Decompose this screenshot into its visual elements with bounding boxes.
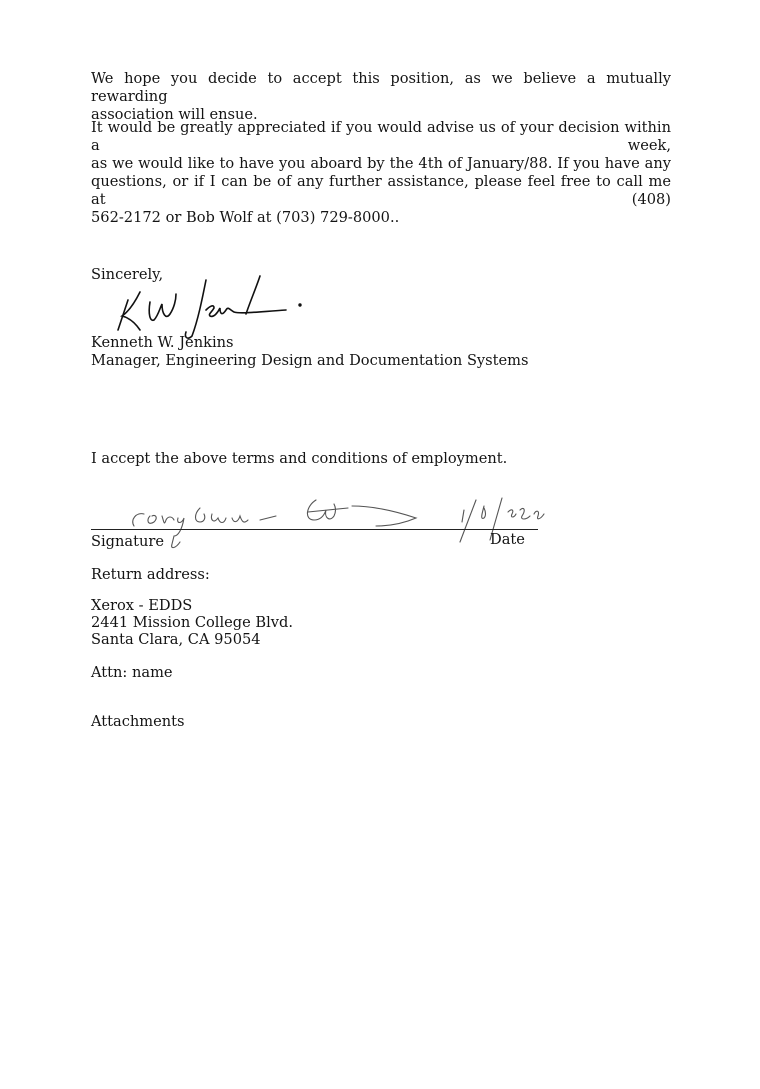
- date-label: Date: [490, 531, 525, 548]
- attention-line: Attn: name: [91, 664, 173, 681]
- paragraph-line: as we would like to have you aboard by the 4th of January/88. If you have any: [91, 155, 671, 172]
- acceptance-statement: I accept the above terms and conditions of employment.: [91, 450, 508, 467]
- handwritten-signature-icon: [120, 490, 440, 560]
- signature-line: [91, 529, 538, 530]
- signature-label: Signature: [91, 533, 164, 550]
- closing: Sincerely,: [91, 266, 164, 283]
- paragraph-line: We hope you decide to accept this position, as we believe a mutually rewarding: [91, 70, 671, 105]
- signer-title: Manager, Engineering Design and Documentation Systems: [91, 352, 529, 369]
- paragraph-accept-position: [91, 70, 671, 124]
- return-address-label: Return address:: [91, 566, 210, 583]
- sender-signature-icon: [110, 270, 310, 340]
- paragraph-line: 562-2172 or Bob Wolf at (703) 729-8000..: [91, 209, 400, 226]
- paragraph-line: questions, or if I can be of any further assistance, please feel free to call me at (408): [91, 173, 671, 208]
- paragraph-line: association will ensue.: [91, 106, 258, 123]
- address-line-street: 2441 Mission College Blvd.: [91, 614, 294, 631]
- paragraph-advise-decision: [91, 119, 671, 227]
- address-line-city: Santa Clara, CA 95054: [91, 631, 261, 648]
- address-line-company: Xerox - EDDS: [91, 597, 193, 614]
- attachments-label: Attachments: [91, 713, 185, 730]
- paragraph-line: It would be greatly appreciated if you would advise us of your decision within a week,: [91, 119, 671, 154]
- signer-name: Kenneth W. Jenkins: [91, 334, 234, 351]
